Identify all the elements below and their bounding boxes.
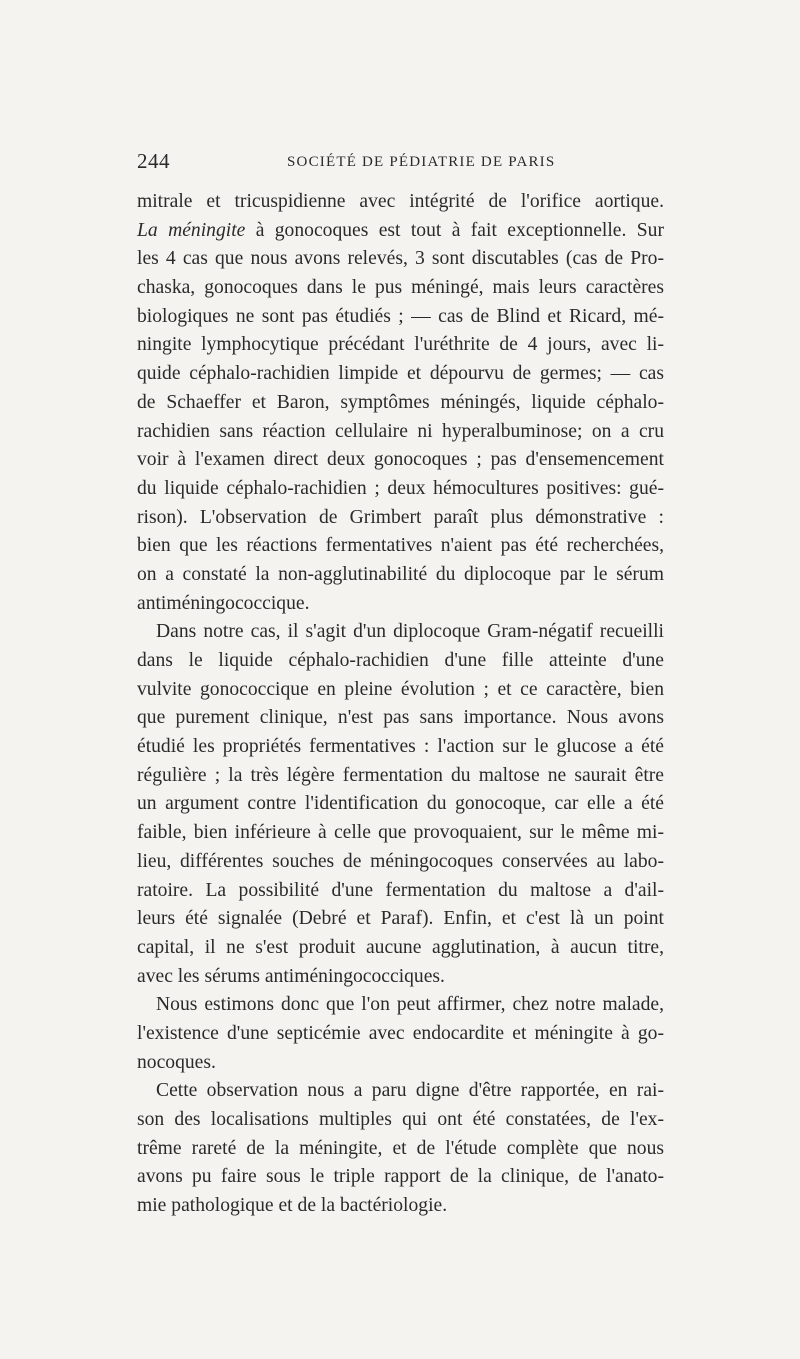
line-text: son des localisations multiples qui ont été constatées, de l'ex- xyxy=(137,1109,664,1130)
italic-term: La méningite xyxy=(137,219,246,241)
text-line xyxy=(137,733,664,762)
line-text: antiméningococcique. xyxy=(137,592,310,614)
line-text: régulière ; la très légère fermentation du maltose ne saurait être xyxy=(137,764,664,786)
text-line xyxy=(137,848,664,877)
text-line xyxy=(137,475,664,504)
line-text: mie pathologique et de la bactériologie. xyxy=(137,1195,448,1217)
text-line xyxy=(137,762,664,791)
line-text: Nous estimons donc que l'on peut affirmer, chez notre malade, xyxy=(156,994,664,1016)
text-line xyxy=(137,1077,664,1106)
line-text: rachidien sans réaction cellulaire ni hyperalbuminose; on a cru xyxy=(137,420,664,442)
text-line xyxy=(137,704,664,733)
text-line xyxy=(137,1163,664,1192)
text-line xyxy=(137,532,664,561)
line-text: faible, bien inférieure à celle que provoquaient, sur le même mi- xyxy=(137,822,664,844)
text-line xyxy=(137,647,664,676)
line-text: dans le liquide céphalo-rachidien d'une fille atteinte d'une xyxy=(137,650,664,671)
line-text: vulvite gonococcique en pleine évolution ; et ce caractère, bien xyxy=(137,678,664,700)
text-line xyxy=(137,819,664,848)
line-text: capital, il ne s'est produit aucune agglutination, à aucun titre, xyxy=(137,936,664,958)
line-text: étudié les propriétés fermentatives : l'action sur le glucose a été xyxy=(137,736,664,758)
text-line xyxy=(137,963,664,992)
running-head: SOCIÉTÉ DE PÉDIATRIE DE PARIS xyxy=(287,154,556,170)
line-text: biologiques ne sont pas étudiés ; — cas de Blind et Ricard, mé- xyxy=(137,305,664,327)
text-line xyxy=(137,446,664,475)
text-line xyxy=(137,905,664,934)
text-line xyxy=(137,561,664,590)
line-text: voir à l'examen direct deux gonocoques ; pas d'ensemencement xyxy=(137,449,664,471)
line-text: leurs été signalée (Debré et Paraf). Enfin, et c'est là un point xyxy=(137,908,664,930)
line-text: à gonocoques est tout à fait exceptionnelle. Sur xyxy=(245,219,664,241)
line-text: mitrale et tricuspidienne avec intégrité de l'orifice aortique. xyxy=(137,191,664,212)
text-line xyxy=(137,934,664,963)
text-line xyxy=(137,877,664,906)
line-text: du liquide céphalo-rachidien ; deux hémocultures positives: gué- xyxy=(137,477,664,499)
text-line xyxy=(137,389,664,418)
text-line xyxy=(137,676,664,705)
text-line xyxy=(137,991,664,1020)
text-line xyxy=(137,217,664,246)
line-text: ratoire. La possibilité d'une fermentation du maltose a d'ail- xyxy=(137,879,664,901)
line-text: avec les sérums antiméningococciques. xyxy=(137,965,445,987)
line-text: bien que les réactions fermentatives n'aient pas été recherchées, xyxy=(137,535,664,557)
text-line xyxy=(137,1135,664,1164)
line-text: nocoques. xyxy=(137,1051,216,1073)
text-line xyxy=(137,1049,664,1078)
text-line xyxy=(137,590,664,619)
line-text: trême rareté de la méningite, et de l'étude complète que nous xyxy=(137,1137,664,1159)
line-text: rison). L'observation de Grimbert paraît plus démonstrative : xyxy=(137,506,664,528)
line-text: ningite lymphocytique précédant l'uréthrite de 4 jours, avec li- xyxy=(137,334,664,356)
body-text xyxy=(137,188,664,1221)
line-text: que purement clinique, n'est pas sans importance. Nous avons xyxy=(137,707,664,729)
line-text: l'existence d'une septicémie avec endocardite et méningite à go- xyxy=(137,1022,664,1044)
text-line xyxy=(137,504,664,533)
line-text: Cette observation nous a paru digne d'être rapportée, en rai- xyxy=(156,1080,664,1102)
text-line xyxy=(137,331,664,360)
text-line xyxy=(137,188,664,217)
text-line xyxy=(137,245,664,274)
line-text: de Schaeffer et Baron, symptômes méningés, liquide céphalo- xyxy=(137,391,664,413)
text-line xyxy=(137,1106,664,1135)
text-line xyxy=(137,360,664,389)
text-line xyxy=(137,274,664,303)
text-line xyxy=(137,1192,664,1221)
page-header xyxy=(137,146,667,176)
line-text: Dans notre cas, il s'agit d'un diplocoque Gram-négatif recueilli xyxy=(156,621,664,643)
line-text: on a constaté la non-agglutinabilité du diplocoque par le sérum xyxy=(137,563,664,585)
line-text: lieu, différentes souches de méningocoques conservées au labo- xyxy=(137,850,664,872)
text-line xyxy=(137,618,664,647)
line-text: les 4 cas que nous avons relevés, 3 sont discutables (cas de Pro- xyxy=(137,248,664,270)
text-line xyxy=(137,1020,664,1049)
text-line xyxy=(137,303,664,332)
line-text: quide céphalo-rachidien limpide et dépourvu de germes; — cas xyxy=(137,363,664,385)
line-text: avons pu faire sous le triple rapport de la clinique, de l'anato- xyxy=(137,1166,664,1188)
line-text: chaska, gonocoques dans le pus méningé, mais leurs caractères xyxy=(137,277,664,299)
page-number: 244 xyxy=(137,149,170,173)
line-text: un argument contre l'identification du gonocoque, car elle a été xyxy=(137,793,664,815)
text-line xyxy=(137,418,664,447)
text-line xyxy=(137,790,664,819)
